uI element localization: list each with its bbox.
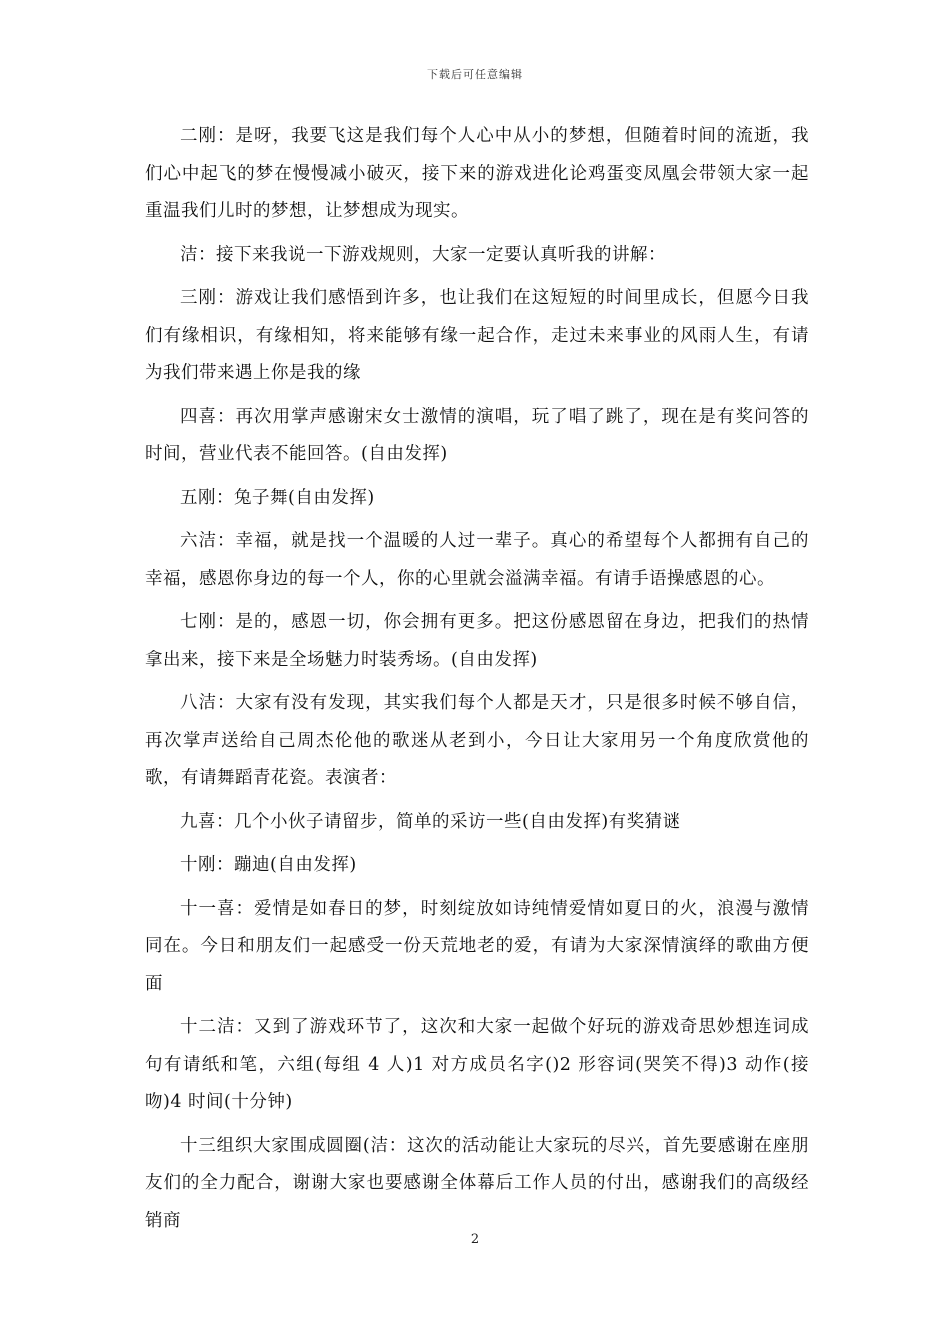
paragraph-8: 八洁：大家有没有发现，其实我们每个人都是天才，只是很多时候不够自信，再次掌声送给自己周杰伦他的歌迷从老到小，今日让大家用另一个角度欣赏他的歌，有请舞蹈青花瓷。表演者： [145,693,809,788]
paragraph-7: 七刚：是的，感恩一切，你会拥有更多。把这份感恩留在身边，把我们的热情拿出来，接下来是全场魅力时装秀场。(自由发挥) [145,612,809,670]
page-header: 下载后可任意编辑 [427,68,523,81]
paragraph-3: 三刚：游戏让我们感悟到许多，也让我们在这短短的时间里成长，但愿今日我们有缘相识，有缘相知，将来能够有缘一起合作，走过未来事业的风雨人生，有请为我们带来遇上你是我的缘 [145,288,809,383]
paragraph-10: 十刚：蹦迪(自由发挥) [180,855,357,875]
paragraph-6: 六洁：幸福，就是找一个温暖的人过一辈子。真心的希望每个人都拥有自己的幸福，感恩你身边的每一个人，你的心里就会溢满幸福。有请手语操感恩的心。 [145,531,809,589]
paragraph-2: 洁：接下来我说一下游戏规则，大家一定要认真听我的讲解： [180,244,666,265]
paragraph-13: 十三组织大家围成圆圈(洁：这次的活动能让大家玩的尽兴，首先要感谢在座朋友们的全力配合，谢谢大家也要感谢全体幕后工作人员的付出，感谢我们的高级经销商 [145,1135,809,1231]
paragraph-4: 四喜：再次用掌声感谢宋女士激情的演唱，玩了唱了跳了，现在是有奖问答的时间，营业代表不能回答。(自由发挥) [145,406,809,464]
paragraph-5: 五刚：兔子舞(自由发挥) [180,487,375,508]
page-number: 2 [470,1232,480,1247]
paragraph-11: 十一喜：爱情是如春日的梦，时刻绽放如诗纯情爱情如夏日的火，浪漫与激情同在。今日和朋友们一起感受一份天荒地老的爱，有请为大家深情演绎的歌曲方便面 [145,898,809,994]
document-body [145,118,809,1246]
paragraph-9: 九喜：几个小伙子请留步，简单的采访一些(自由发挥)有奖猜谜 [180,811,681,832]
paragraph-12: 十二洁：又到了游戏环节了，这次和大家一起做个好玩的游戏奇思妙想连词成句有请纸和笔，六组(每组 4 人)1 对方成员名字()2 形容词(哭笑不得)3 动作(接吻)4 时间(十分钟) [145,1017,809,1112]
paragraph-1: 二刚：是呀，我要飞这是我们每个人心中从小的梦想，但随着时间的流逝，我们心中起飞的梦在慢慢减小破灭，接下来的游戏进化论鸡蛋变凤凰会带领大家一起重温我们儿时的梦想，让梦想成为现实。 [145,126,809,221]
